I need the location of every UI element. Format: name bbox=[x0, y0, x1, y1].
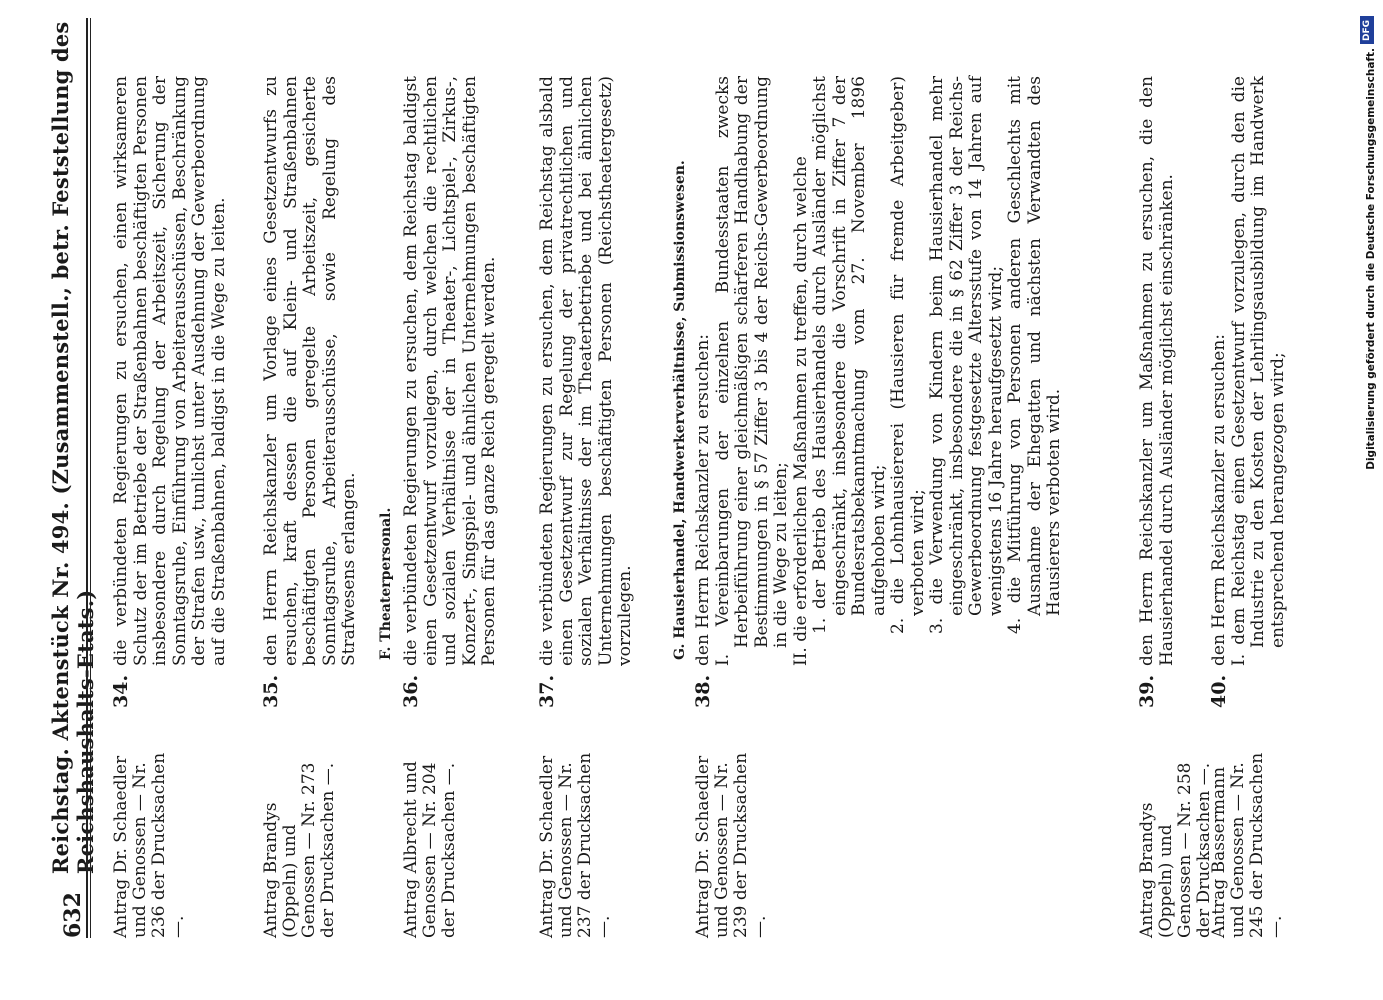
digitization-credit: Digitalisierung gefördert durch die Deutsche Forschungsgemeinschaft. bbox=[1365, 48, 1377, 470]
digitization-sidebar bbox=[1357, 8, 1377, 988]
section-heading: G. Hausierhandel, Handwerkerverhältnisse, Submissionswesen. bbox=[672, 160, 688, 660]
dfg-logo: DFG bbox=[1360, 16, 1374, 44]
entry-text: den Herrn Reichskanzler um Vorlage eines Gesetzentwurfs zu ersuchen, kraft dessen die auf Klein- und Straßenbahnen beschäftigten Personen geregelte Arbeitszeit, gesicherte Sonntagsruhe, Arbeiterausschüsse, sowie Regelung des Strafwesens erlangen. bbox=[261, 76, 359, 666]
entry-mover: Antrag Bassermann und Genossen — Nr. 245 der Drucksachen —. bbox=[1209, 752, 1286, 938]
list-item: II. die erforderlichen Maßnahmen zu treffen, durch welche bbox=[790, 156, 811, 666]
entry-number: 39. bbox=[1136, 674, 1158, 708]
entry-number: 37. bbox=[536, 674, 558, 708]
entry-text: die verbündeten Regierungen zu ersuchen, dem Reichstag alsbald einen Gesetzentwurf zur Regelung der privatrechtlichen und sozialen Verhältnisse der im Theaterbetriebe und bei ähnlichen Unternehmungen beschäftigten Personen (Reichstheatergesetz) vorzulegen. bbox=[537, 76, 635, 666]
entry-number: 36. bbox=[400, 674, 422, 708]
section-heading: F. Theaterpersonal. bbox=[378, 507, 394, 660]
entry-number: 34. bbox=[110, 674, 132, 708]
entry-mover: Antrag Dr. Schaedler und Genossen — Nr. 236 der Drucksachen —. bbox=[111, 752, 188, 938]
list-item: 2. die Lohnhausiererei (Hausieren für fremde Arbeitgeber) verboten wird; bbox=[888, 76, 928, 634]
entry-intro: den Herrn Reichskanzler zu ersuchen: bbox=[1209, 333, 1229, 666]
entry-number: 40. bbox=[1208, 674, 1230, 708]
running-head: Reichstag. Aktenstück Nr. 494. (Zusammenstell., betr. Feststellung des Reichshaushalts-Etats.) bbox=[48, 21, 98, 875]
entry-mover: Antrag Albrecht und Genossen — Nr. 204 der Drucksachen —. bbox=[401, 761, 459, 938]
header-rule-thin bbox=[90, 18, 91, 938]
header-rule bbox=[86, 18, 88, 938]
list-item: 1. der Betrieb des Hausierhandels durch Ausländer möglichst eingeschränkt, insbesondere die Vorschrift in Ziffer 7 der Bundesratsbekanntmachung vom 27. November 1896 aufgehoben wird; bbox=[810, 76, 889, 634]
list-item: I. Vereinbarungen der einzelnen Bundesstaaten zwecks Herbeiführung einer gleichmäßigen schärferen Handhabung der Bestimmungen in § 57 Ziffer 3 bis 4 der Reichs-Gewerbeordnung in die Wege zu leiten; bbox=[712, 76, 791, 666]
entry-mover: Antrag Brandys (Oppeln) und Genossen — Nr. 273 der Drucksachen —. bbox=[261, 762, 338, 938]
entry-text bbox=[694, 76, 1065, 666]
entry-text bbox=[1210, 76, 1288, 666]
entry-mover: Antrag Dr. Schaedler und Genossen — Nr. 237 der Drucksachen —. bbox=[537, 752, 614, 938]
entry-mover: Antrag Brandys (Oppeln) und Genossen — Nr. 258 der Drucksachen —. bbox=[1137, 762, 1214, 938]
entry-number: 35. bbox=[260, 674, 282, 708]
entry-number: 38. bbox=[692, 674, 714, 708]
entry-text: den Herrn Reichskanzler um Maßnahmen zu ersuchen, die den Hausierhandel durch Ausländer möglichst einschränken. bbox=[1137, 76, 1177, 666]
entry-intro: den Herrn Reichskanzler zu ersuchen: bbox=[693, 333, 713, 666]
entry-text: die verbündeten Regierungen zu ersuchen, dem Reichstag baldigst einen Gesetzentwurf vorzulegen, durch welchen die rechtlichen und sozialen Verhältnisse der in Theater-, Lichtspiel-, Zirkus-, Konzert-, Singspiel- und ähnlichen Unternehmungen beschäftigten Personen für das ganze Reich geregelt werden. bbox=[401, 76, 499, 666]
list-item: 3. die Verwendung von Kindern beim Hausierhandel mehr eingeschränkt, insbesondere die in § 62 Ziffer 3 der Reichs-Gewerbeordnung festgesetzte Altersstufe von 14 Jahren auf wenigstens 16 Jahre heraufgesetzt wird; bbox=[927, 76, 1006, 634]
entry-text: die verbündeten Regierungen zu ersuchen, einen wirksameren Schutz der im Betriebe der Straßenbahnen beschäftigten Personen insbesondere durch Regelung der Arbeitszeit, Sicherung der Sonntagsruhe, Einführung von Arbeiterausschüssen, Beschränkung der Strafen usw., tunlichst unter Ausdehnung der Gewerbeordnung auf die Straßenbahnen, baldigst in die Wege zu leiten. bbox=[111, 76, 229, 666]
entry-mover: Antrag Dr. Schaedler und Genossen — Nr. 239 der Drucksachen —. bbox=[693, 752, 770, 938]
list-item: 4. die Mitführung von Personen anderen Geschlechts mit Ausnahme der Ehegatten und nächsten Verwandten des Hausierers verboten wird. bbox=[1005, 76, 1064, 634]
page-number: 632 bbox=[60, 892, 86, 938]
list-item: I. dem Reichstag einen Gesetzentwurf vorzulegen, durch den die Industrie zu den Kosten der Lehrlingsausbildung im Handwerk entsprechend herangezogen wird; bbox=[1228, 76, 1288, 666]
